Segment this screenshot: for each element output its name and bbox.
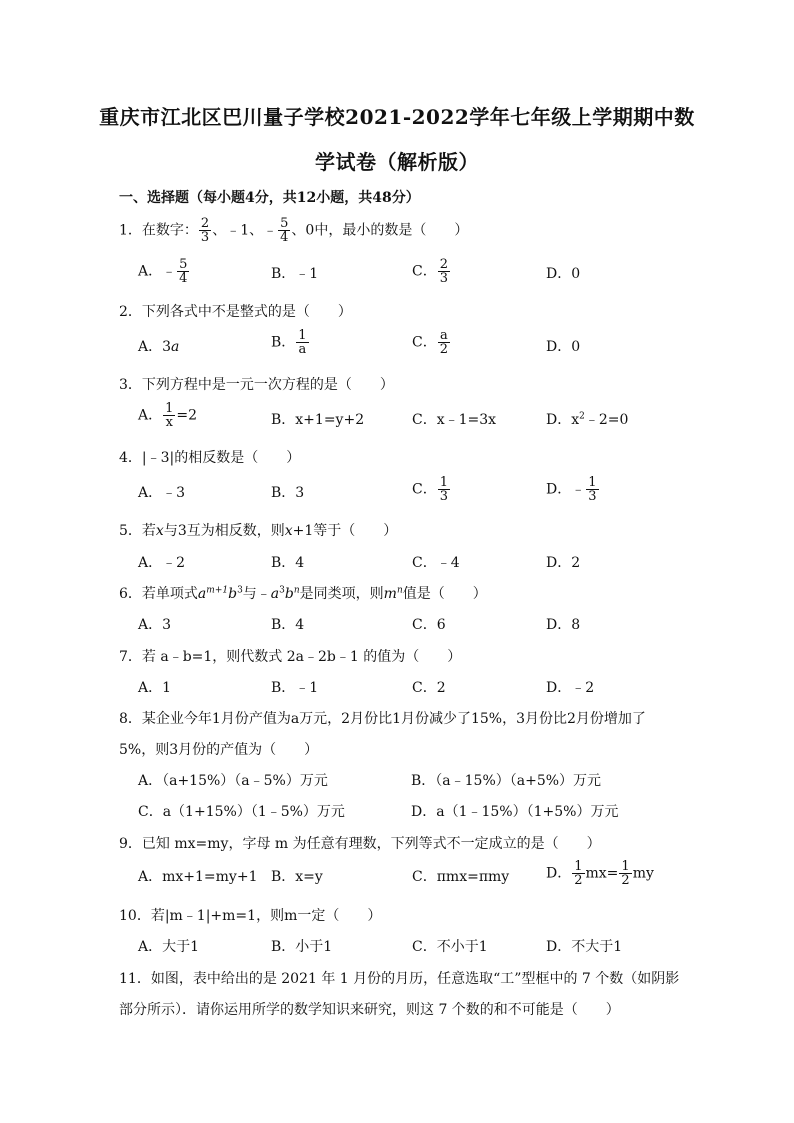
question-6-option-d: D．8 <box>546 617 581 633</box>
question-10-stem: 10．若|m﹣1|+m=1，则m一定（ ） <box>119 908 382 924</box>
exam-title-line2: 学试卷（解析版） <box>315 150 479 174</box>
question-1-option-d: D．0 <box>546 266 581 282</box>
section-heading: 一、选择题（每小题4分，共12小题，共48分） <box>119 190 420 206</box>
question-4-option-a: A．﹣3 <box>138 485 186 501</box>
question-1-option-c: C． $\frac{2}{3}$ <box>412 257 448 286</box>
question-1-option-a: A．﹣ $\frac{5}{4}$ <box>138 257 188 286</box>
question-7-stem: 7．若 a﹣b=1，则代数式 2a﹣2b﹣1 的值为（ ） <box>119 649 462 665</box>
question-5-option-b: B．4 <box>271 555 305 571</box>
question-2-option-d: D．0 <box>546 339 581 355</box>
question-6-option-c: C．6 <box>412 617 446 633</box>
question-2-option-c: C． $\frac{a}{2}$ <box>412 328 448 357</box>
fraction: $\frac{5}{4}$ <box>280 216 289 245</box>
question-5-option-a: A．﹣2 <box>138 555 186 571</box>
question-9-stem: 9．已知 mx=my，字母 m 为任意有理数，下列等式不一定成立的是（ ） <box>119 836 601 852</box>
question-8-stem-line1: 8．某企业今年1月份产值为a万元，2月份比1月份减少了15%，3月份比2月份增加了 <box>119 711 646 727</box>
question-10-option-c: C．不小于1 <box>412 939 488 955</box>
question-6-option-a: A．3 <box>138 617 172 633</box>
question-3-option-a: A． $\frac{1}{x}$ =2 <box>138 401 198 430</box>
question-8-stem-line2: 5%，则3月份的产值为（ ） <box>119 742 319 758</box>
question-7-option-a: A．1 <box>138 680 172 696</box>
question-7-option-d: D．﹣2 <box>546 680 595 696</box>
question-1-option-b: B．﹣1 <box>271 266 319 282</box>
exam-title-line1: 重庆市江北区巴川量子学校2021-2022学年七年级上学期期中数 <box>99 105 695 129</box>
question-9-option-b: B．x=y <box>271 869 323 885</box>
question-11-stem-line2: 部分所示）．请你运用所学的数学知识来研究，则这 7 个数的和不可能是（ ） <box>119 1002 620 1018</box>
question-1-stem: 1．在数字： $\frac{2}{3}$ 、﹣1、﹣ $\frac{5}{4}$ 、0中，最小的数是（ ） <box>119 216 469 245</box>
question-11-stem-line1: 11．如图，表中给出的是 2021 年 1 月份的月历，任意选取“工”型框中的 7 个数（如阴影 <box>119 971 680 987</box>
question-8-option-b: B．（a﹣15%）（a+5%）万元 <box>411 773 602 789</box>
question-7-option-b: B．﹣1 <box>271 680 319 696</box>
question-8-option-a: A．（a+15%）（a﹣5%）万元 <box>138 773 328 789</box>
question-6-option-b: B．4 <box>271 617 305 633</box>
question-5-option-d: D．2 <box>546 555 581 571</box>
question-2-option-b: B． $\frac{1}{a}$ <box>271 328 307 357</box>
question-5-stem: 5．若x与3互为相反数，则x+1等于（ ） <box>119 523 398 539</box>
question-7-option-c: C．2 <box>412 680 446 696</box>
question-10-option-b: B．小于1 <box>271 939 333 955</box>
question-4-stem: 4．|﹣3|的相反数是（ ） <box>119 450 301 466</box>
question-6-stem: 6．若单项式$a^{m+1}b^3$与$﹣a^3b^n$是同类项，则$m^n$值是（ ） <box>119 585 487 602</box>
question-10-option-d: D．不大于1 <box>546 939 623 955</box>
question-3-stem: 3．下列方程中是一元一次方程的是（ ） <box>119 377 394 393</box>
question-2-option-a: A．3a <box>138 339 180 355</box>
question-3-option-c: C．x﹣1=3x <box>412 412 497 428</box>
question-3-option-d: D．$x^2﹣2=0$ <box>546 411 629 428</box>
question-4-option-b: B．3 <box>271 485 305 501</box>
question-4-option-c: C． $\frac{1}{3}$ <box>412 475 448 504</box>
fraction: $\frac{2}{3}$ <box>200 216 210 245</box>
question-5-option-c: C．﹣4 <box>412 555 460 571</box>
question-9-option-d: D． $\frac{1}{2}$ mx= $\frac{1}{2}$ my <box>546 859 654 888</box>
question-9-option-c: C．πmx=πmy <box>412 869 510 885</box>
question-4-option-d: D．﹣ $\frac{1}{3}$ <box>546 475 597 504</box>
question-9-option-a: A．mx+1=my+1 <box>138 869 258 885</box>
question-3-option-b: B．x+1=y+2 <box>271 412 365 428</box>
question-8-option-c: C．a（1+15%）（1﹣5%）万元 <box>138 804 345 820</box>
question-10-option-a: A．大于1 <box>138 939 200 955</box>
question-8-option-d: D．a（1﹣15%）（1+5%）万元 <box>411 804 619 820</box>
question-2-stem: 2．下列各式中不是整式的是（ ） <box>119 304 352 320</box>
